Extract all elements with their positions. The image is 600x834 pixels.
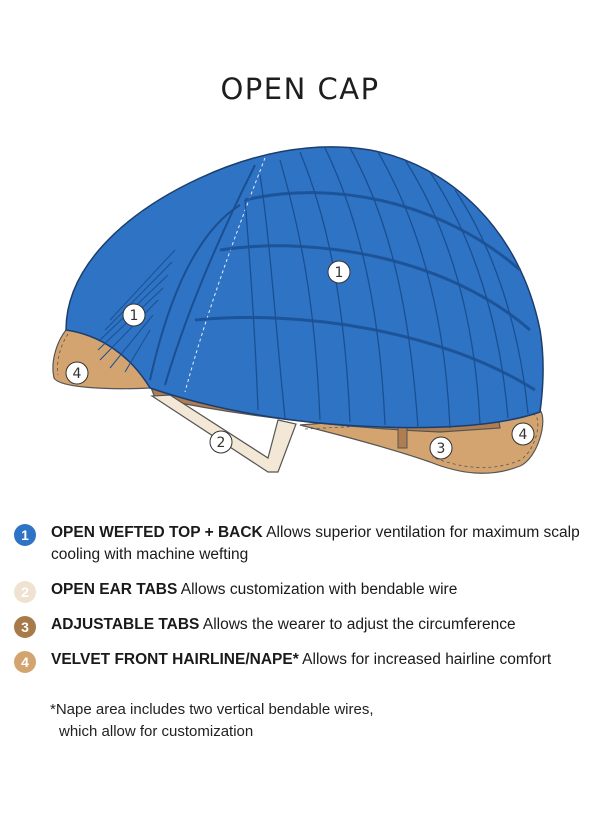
legend-text: Allows the wearer to adjust the circumference — [199, 616, 516, 633]
legend-item — [14, 649, 594, 671]
legend-label: ADJUSTABLE TABS — [51, 616, 200, 633]
legend-label: VELVET FRONT HAIRLINE/NAPE* — [51, 651, 299, 668]
legend-badge: 3 — [14, 616, 36, 638]
legend-text: Allows customization with bendable wire — [177, 581, 458, 598]
legend-item — [14, 579, 594, 601]
legend-item — [14, 522, 594, 566]
svg-text:3: 3 — [436, 441, 446, 457]
legend-text: Allows superior ventilation for maximum scalp cooling with machine wefting — [51, 524, 580, 563]
footnote — [50, 699, 374, 743]
cap-diagram — [0, 130, 600, 480]
svg-text:1: 1 — [334, 265, 344, 281]
callout-2 — [210, 431, 232, 453]
page-title: OPEN CAP — [220, 72, 380, 106]
callout-1-top — [328, 261, 350, 283]
legend-badge: 1 — [14, 524, 36, 546]
legend-badge: 4 — [14, 651, 36, 673]
footnote-line-1: *Nape area includes two vertical bendable wires, — [50, 701, 374, 718]
callout-4-nape — [512, 423, 534, 445]
callout-1-side — [123, 304, 145, 326]
legend-text: Allows for increased hairline comfort — [298, 651, 552, 668]
legend-item — [14, 614, 594, 636]
svg-text:2: 2 — [216, 435, 226, 451]
legend-badge: 2 — [14, 581, 36, 603]
svg-text:4: 4 — [518, 427, 528, 443]
svg-text:1: 1 — [129, 308, 139, 324]
svg-text:4: 4 — [72, 366, 82, 382]
footnote-line-2: which allow for customization — [59, 723, 254, 740]
legend-label: OPEN WEFTED TOP + BACK — [51, 524, 263, 541]
callout-4-front — [66, 362, 88, 384]
legend — [14, 522, 594, 684]
legend-label: OPEN EAR TABS — [51, 581, 178, 598]
callout-3 — [430, 437, 452, 459]
